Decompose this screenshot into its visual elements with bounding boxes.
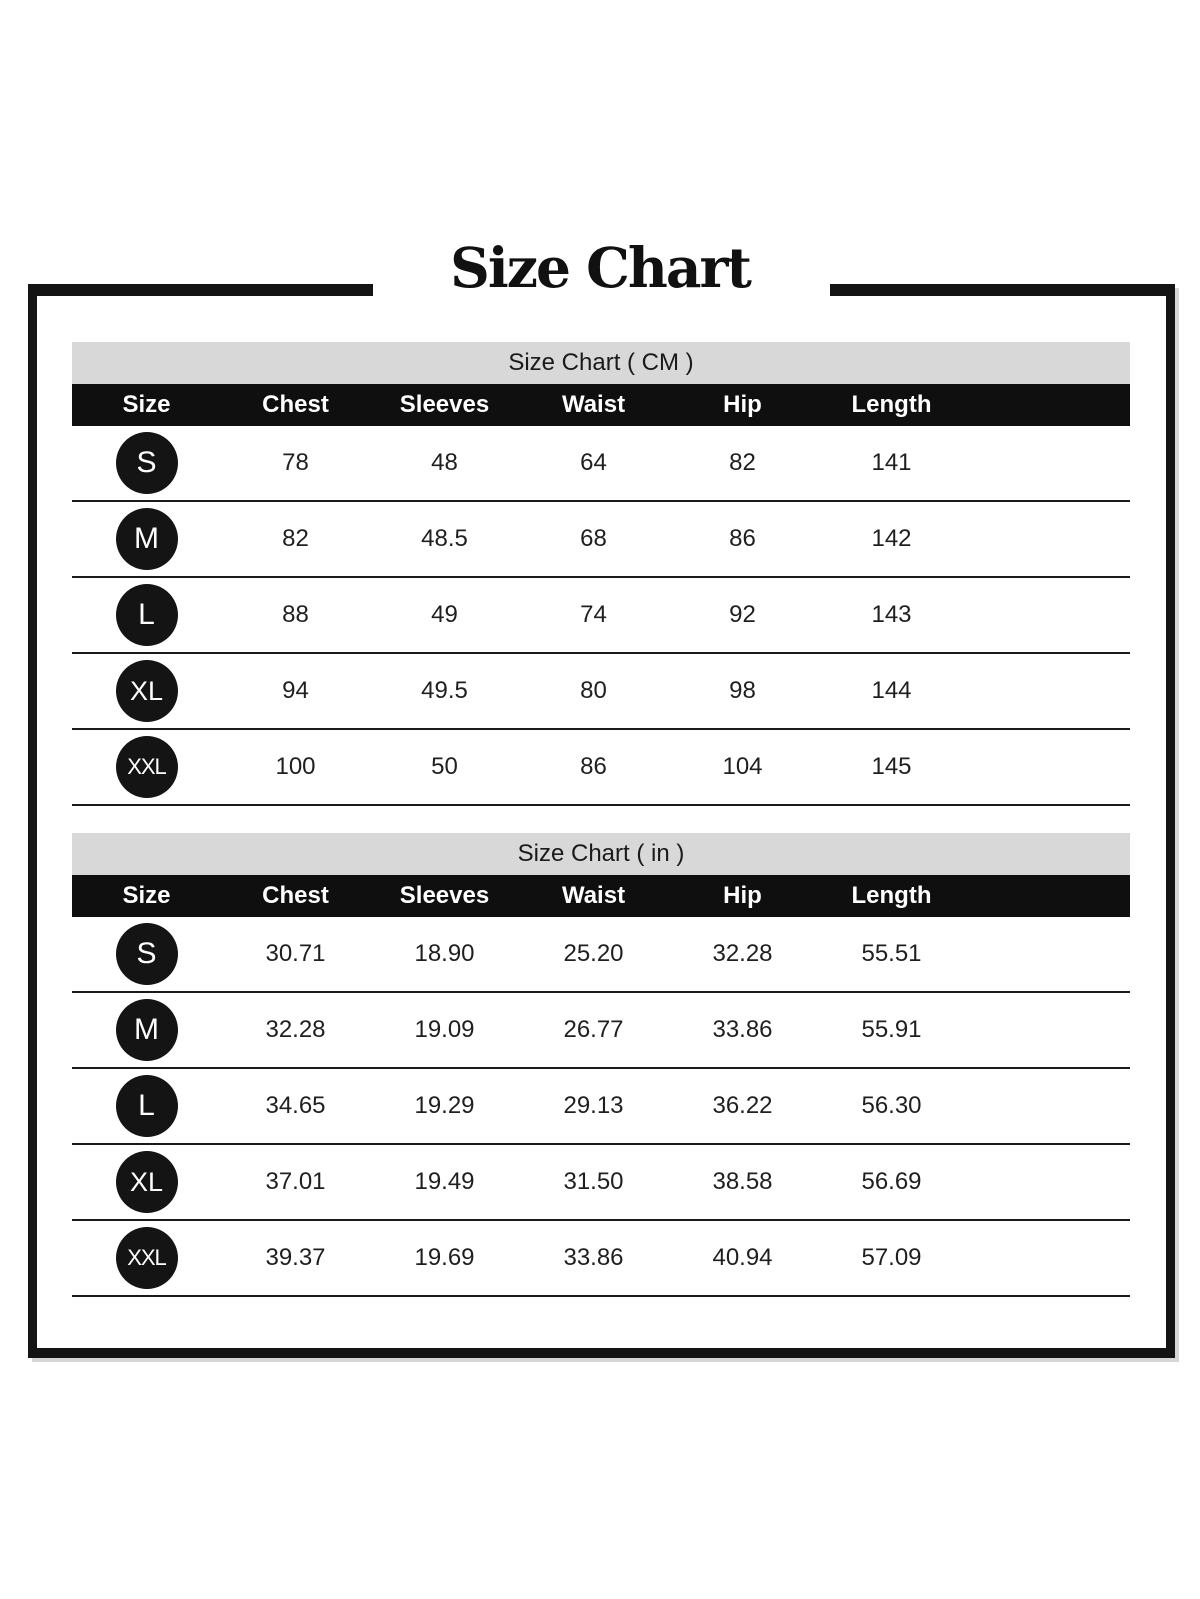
size-cell: [72, 1075, 221, 1137]
table-row: [72, 578, 1130, 654]
measurement-cell: 48.5: [421, 525, 468, 552]
measurement-cell: 38.58: [712, 1168, 773, 1195]
measurement-cell: 141: [871, 449, 912, 476]
size-badge: XXL: [116, 736, 178, 798]
size-cell: [72, 508, 221, 570]
table-caption-in: Size Chart ( in ): [72, 833, 1130, 875]
measurement-cell: 94: [282, 677, 309, 704]
measurement-cell: 19.49: [414, 1168, 475, 1195]
size-table-cm: [72, 342, 1130, 806]
column-header-sleeves: Sleeves: [399, 391, 490, 418]
measurement-cell: 37.01: [265, 1168, 326, 1195]
measurement-cell: 32.28: [712, 940, 773, 967]
measurement-cell: 34.65: [265, 1092, 326, 1119]
measurement-cell: 92: [729, 601, 756, 628]
measurement-cell: 33.86: [563, 1244, 624, 1271]
measurement-cell: 98: [729, 677, 756, 704]
size-cell: [72, 999, 221, 1061]
measurement-cell: 48: [431, 449, 458, 476]
measurement-cell: 144: [871, 677, 912, 704]
column-header-length: Length: [851, 882, 932, 909]
size-table-in: [72, 833, 1130, 1297]
table-body: [72, 426, 1130, 806]
measurement-cell: 82: [282, 525, 309, 552]
measurement-cell: 49.5: [421, 677, 468, 704]
table-row: [72, 1145, 1130, 1221]
size-badge: M: [116, 508, 178, 570]
table-row: [72, 730, 1130, 806]
measurement-cell: 55.91: [861, 1016, 922, 1043]
table-caption-cm: Size Chart ( CM ): [72, 342, 1130, 384]
size-badge: L: [116, 584, 178, 646]
measurement-cell: 56.30: [861, 1092, 922, 1119]
table-row: [72, 426, 1130, 502]
column-header-row: [72, 384, 1130, 426]
table-row: [72, 917, 1130, 993]
measurement-cell: 143: [871, 601, 912, 628]
table-row: [72, 1221, 1130, 1297]
column-header-row: [72, 875, 1130, 917]
size-cell: [72, 1151, 221, 1213]
measurement-cell: 36.22: [712, 1092, 773, 1119]
measurement-cell: 19.29: [414, 1092, 475, 1119]
measurement-cell: 74: [580, 601, 607, 628]
column-header-hip: Hip: [723, 391, 762, 418]
size-cell: [72, 432, 221, 494]
column-header-waist: Waist: [561, 391, 626, 418]
table-row: [72, 654, 1130, 730]
size-badge: XL: [116, 660, 178, 722]
size-cell: [72, 923, 221, 985]
size-cell: [72, 736, 221, 798]
size-badge: M: [116, 999, 178, 1061]
column-header-chest: Chest: [262, 882, 329, 909]
measurement-cell: 18.90: [414, 940, 475, 967]
measurement-cell: 142: [871, 525, 912, 552]
size-cell: [72, 660, 221, 722]
measurement-cell: 55.51: [861, 940, 922, 967]
column-header-size: Size: [122, 882, 171, 909]
measurement-cell: 29.13: [563, 1092, 624, 1119]
size-badge: S: [116, 923, 178, 985]
table-row: [72, 1069, 1130, 1145]
size-badge: XL: [116, 1151, 178, 1213]
table-body: [72, 917, 1130, 1297]
measurement-cell: 39.37: [265, 1244, 326, 1271]
column-header-waist: Waist: [561, 882, 626, 909]
measurement-cell: 30.71: [265, 940, 326, 967]
measurement-cell: 88: [282, 601, 309, 628]
measurement-cell: 26.77: [563, 1016, 624, 1043]
table-row: [72, 993, 1130, 1069]
measurement-cell: 33.86: [712, 1016, 773, 1043]
measurement-cell: 31.50: [563, 1168, 624, 1195]
table-row: [72, 502, 1130, 578]
measurement-cell: 40.94: [712, 1244, 773, 1271]
column-header-sleeves: Sleeves: [399, 882, 490, 909]
measurement-cell: 80: [580, 677, 607, 704]
column-header-size: Size: [122, 391, 171, 418]
measurement-cell: 68: [580, 525, 607, 552]
measurement-cell: 25.20: [563, 940, 624, 967]
measurement-cell: 100: [275, 753, 316, 780]
measurement-cell: 49: [431, 601, 458, 628]
size-cell: [72, 1227, 221, 1289]
page-title: Size Chart: [450, 235, 750, 300]
column-header-length: Length: [851, 391, 932, 418]
size-badge: L: [116, 1075, 178, 1137]
measurement-cell: 86: [580, 753, 607, 780]
measurement-cell: 145: [871, 753, 912, 780]
column-header-hip: Hip: [723, 882, 762, 909]
measurement-cell: 19.09: [414, 1016, 475, 1043]
size-badge: S: [116, 432, 178, 494]
measurement-cell: 104: [722, 753, 763, 780]
size-badge: XXL: [116, 1227, 178, 1289]
measurement-cell: 64: [580, 449, 607, 476]
column-header-chest: Chest: [262, 391, 329, 418]
measurement-cell: 50: [431, 753, 458, 780]
size-cell: [72, 584, 221, 646]
measurement-cell: 78: [282, 449, 309, 476]
measurement-cell: 82: [729, 449, 756, 476]
measurement-cell: 19.69: [414, 1244, 475, 1271]
measurement-cell: 56.69: [861, 1168, 922, 1195]
measurement-cell: 32.28: [265, 1016, 326, 1043]
measurement-cell: 86: [729, 525, 756, 552]
measurement-cell: 57.09: [861, 1244, 922, 1271]
